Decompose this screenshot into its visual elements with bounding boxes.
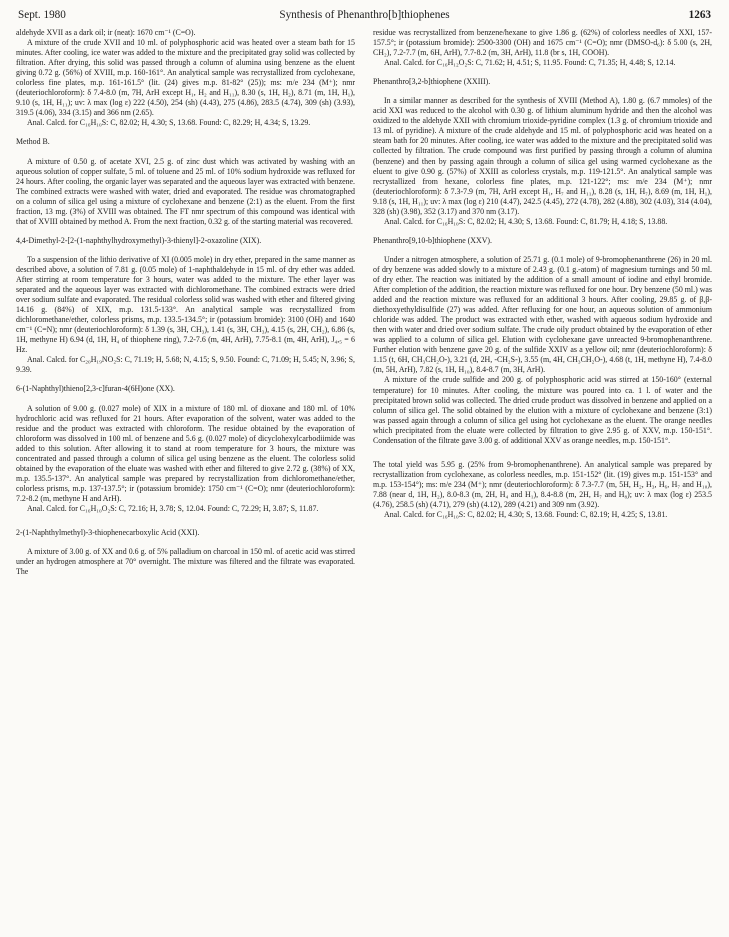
header-date: Sept. 1980 [18, 9, 66, 21]
paragraph: The total yield was 5.95 g. (25% from 9-bromophenanthrene). An analytical sample was prepared by recrystallization from cyclohexane, as colorless needles, m.p. 151-152° (lit. (19) gives m.p. 151-153° and m.p. 153-154°); ms: m/e 234 (M⁺); nmr (deuteriochloroform): δ 7.3-7.7 (m, 5H, H₂, H₃, H₆, H₇ and H₁₀), 7.88 (near d, 1H, H₂), 8.0-8.3 (m, 2H, H₄ and H₁), 8.4-8.8 (m, 2H, H₇ and H₈); uv: λ max (log ε) 253.5 (4.76), 258.5 (sh) (4.71), 279 (sh) (4.12), 289 (4.21) and 309 nm (3.92). [373, 459, 712, 509]
paragraph: aldehyde XVII as a dark oil; ir (neat): 1670 cm⁻¹ (C=O). [16, 28, 196, 37]
paragraph: A mixture of the crude sulfide and 200 g. of polyphosphoric acid was stirred at 150-160° (external temperature) for 10 minutes. After cooling, the mixture was poured into ca. 1 l. of water and the precipitated brown solid was collected. The dried crude product was dissolved in benzene and applied on a column of silica gel. The solid obtained by the elution with a mixture of cyclohexane and benzene (3:1) was passed again through a column of silica gel using hot cyclohexane as the eluent. The orange needles which precipitated from the eluate were collected by filtration to give 2.95 g. of XXV, m.p. 150-151°. Condensation of the filtrate gave 3.00 g. of additional XXV as orange needles, m.p. 150-151°. [373, 375, 712, 445]
paragraph: residue was recrystallized from benzene/hexane to give 1.86 g. (62%) of colorless needles of XXI, 157-157.5°; ir (potassium bromide): 2500-3300 (OH) and 1675 cm⁻¹ (C=O); nmr (DMSO-d₆): δ 5.00 (s, 2H, CH₂), 7.2-7.7 (m, 6H, ArH), 7.7-8.2 (m, 3H, ArH), 11.8 (br s, 1H, COOH). [373, 28, 712, 58]
analysis-line: Anal. Calcd. for C₁₆H₁₂O₂S: C, 71.62; H, 4.51; S, 11.95. Found: C, 71.35; H, 4.48; S, 12.14. [384, 58, 676, 68]
section-heading: Method B. [16, 137, 50, 147]
header-title: Synthesis of Phenanthro[b]thiophenes [279, 9, 450, 21]
section-heading: 2-(1-Naphthylmethyl)-3-thiophenecarboxylic Acid (XXI). [16, 528, 200, 538]
section-heading: Phenanthro[3,2-b]thiophene (XXIII). [373, 77, 491, 87]
paragraph: Under a nitrogen atmosphere, a solution of 25.71 g. (0.1 mole) of 9-bromophenanthrene (26) in 20 ml. of dry benzene was added slowly to a mixture of 2.43 g. (0.1 g.-atom) of magnesium turnings and 50 ml. of dry ether. The reaction was initiated by the addition of a small amount of iodine and ethyl bromide. After completion of the addition, the reaction mixture was refluxed for one hour. Dry benzene (50 ml.) was added and the reaction mixture was refluxed for an additional 3 hours. After cooling, 29.85 g. of β,β-diethoxyethyldisulfide (27) was added. After refluxing for one hour, an aqueous solution of ammonium chloride was added. The product was extracted with ether, washed with aqueous sodium hydroxide and then with water and dried over sodium sulfate. The crude oily product obtained by the evaporation of ether was applied to a column of silica gel. Elution with cyclohexane gave unreacted 9-bromophenanthrene. Further elution with benzene gave 20 g. of the sulfide XXIV as a yellow oil; nmr (deuteriochloroform): δ 1.15 (t, 6H, CH₃CH₂O-), 3.21 (d, 2H, -CH₂S-), 3.55 (m, 4H, CH₃CH₂O-), 4.68 (t, 1H, methyne H), 7.4-8.0 (m, 5H, ArH), 7.82 (s, 1H, H₁₀), 8.4-8.7 (m, 3H, ArH). [373, 254, 712, 375]
analysis-line: Anal. Calcd. for C₁₆H₁₀S: C, 82.02; H, 4.30; S, 13.68. Found: C, 81.79; H, 4.18; S, 13.88. [384, 216, 668, 226]
page-number: 1263 [688, 9, 711, 21]
analysis-line: Anal. Calcd. for C₁₆H₁₀S: C, 82.02; H, 4.30; S, 13.68. Found: C, 82.19; H, 4.25; S, 13.81. [384, 510, 668, 520]
section-heading: 4,4-Dimethyl-2-[2-(1-naphthylhydroxymethyl)-3-thienyl]-2-oxazoline (XIX). [16, 235, 262, 245]
paragraph: A solution of 9.00 g. (0.027 mole) of XIX in a mixture of 180 ml. of dioxane and 180 ml. of 10% hydrochloric acid was refluxed for 21 hours. After evaporation of the solvent, water was added to the residue and the product was extracted with chloroform. The residue obtained by the evaporation of chloroform was dissolved in 100 ml. of benzene and 5.6 g. (0.027 mole) of dicyclohexylcarbodiimide was added to this solution. After allowing it to stand at room temperature for 3 hours, the mixture was concentrated and passed through a column of silica gel using benzene as the eluent. The colorless solid obtained by the evaporation of the eluate was washed with ether and filtered to give 2.72 g. (38%) of XX, m.p. 135.5-137°. An analytical sample was prepared by recrystallization from dichloromethane/ether, colorless prisms, m.p. 137-137.5°; ir (potassium bromide): 1750 cm⁻¹ (C=O); nmr (deuteriochloroform): 7.2-8.2 (m, methyne H and ArH). [16, 403, 355, 503]
analysis-line: Anal. Calcd. for C₁₆H₁₀S: C, 82.02; H, 4.30; S, 13.68. Found: C, 82.29; H, 4.34; S, 13.29. [27, 118, 311, 128]
right-column [373, 28, 712, 933]
paragraph: A mixture of the crude XVII and 10 ml. of polyphosphoric acid was heated over a steam bath for 15 minutes. After cooling, ice water was added to the mixture and the precipitated gray solid was collected by filtration. After drying, this solid was passed through a column of alumina using benzene as the eluent giving 0.72 g. (56%) of XVIII, m.p. 160-161°. An analytical sample was recrystallized from cyclohexane, colorless fine plates, m.p. 161-161.5° (lit. (24) gives m.p. 81-82° (25)); ms: m/e 234 (M⁺); nmr (deuteriochloroform): δ 7.4-8.0 (m, 7H, ArH except H₁, H₂ and H₁₁), 8.30 (s, 1H, H₂), 8.71 (m, 1H, H₁), 9.10 (s, 1H, H₁₁); uv: λ max (log ε) 222 (4.50), 254 (sh) (4.43), 275 (4.86), 283.5 (4.74), 309 (sh) (3.93), 319.5 (4.06), 334 (3.15) and 366 nm (2.65). [16, 38, 355, 118]
paragraph: A mixture of 3.00 g. of XX and 0.6 g. of 5% palladium on charcoal in 150 ml. of acetic acid was stirred under an hydrogen atmosphere at 70° overnight. The mixture was filtered and the filtrate was evaporated. The [16, 547, 355, 577]
analysis-line: Anal. Calcd. for C₂₀H₁₉NO₂S: C, 71.19; H, 5.68; N, 4.15; S, 9.50. Found: C, 71.09; H, 5.45; N, 3.96; S, 9.39. [16, 355, 355, 375]
left-column [16, 28, 355, 933]
section-heading: 6-(1-Naphthyl)thieno[2,3-c]furan-4(6H)one (XX). [16, 384, 175, 394]
paragraph: In a similar manner as described for the synthesis of XVIII (Method A), 1.80 g. (6.7 mmoles) of the acid XXI was reduced to the alcohol with 0.30 g. of lithium aluminum hydride and then the alcohol was oxidized to the aldehyde XXII with chromium trioxide-pyridine complex (1.3 g. of chromium trioxide and 13 ml. of pyridine). A mixture of the crude aldehyde and 15 ml. of polyphosphoric acid was heated on a steam bath for 20 minutes. After cooling, ice water was added to the mixture and the precipitated solid was collected by filtration. The crude compound was first purified by passing through a column of alumina (benzene) and then by passing again through a column of silica gel using warmed cyclohexane as the eluent to give 0.90 g. (57%) of XXIII as colorless crystals, m.p. 119-121.5°. An analytical sample was recrystallized from hexane, colorless fine plates, m.p. 121-122°; ms: m/e 234 (M⁺); nmr (deuteriochloroform): δ 7.3-7.9 (m, 7H, ArH except H₁, H₇ and H₁₁), 8.28 (s, 1H, H₇), 8.69 (m, 1H, H₁), 9.18 (s, 1H, H₁₁); uv: λ max (log ε) 210 (4.47), 242.5 (4.45), 272 (4.78), 282 (4.88), 302 (4.03), 314 (4.04), 328 (sh) (3.98), 352 (3.17) and 370 nm (3.17). [373, 96, 712, 216]
paragraph: A mixture of 0.50 g. of acetate XVI, 2.5 g. of zinc dust which was activated by washing with an aqueous solution of copper sulfate, 5 ml. of toluene and 25 ml. of 10% sodium hydroxide was refluxed for 24 hours. After cooling, the organic layer was separated and the aqueous layer was extracted with benzene. The combined extracts were washed with water, dried and evaporated. The residue was chromatographed on a column of silica gel using a mixture of cyclohexane and benzene (2:1) as the eluent. From the first fraction, 13 mg. (3%) of XVIII was obtained. The FT nmr spectrum of this compound was identical with that of XVIII obtained by method A. From the next fraction, 0.32 g. of the starting material was recovered. [16, 156, 355, 226]
section-heading: Phenanthro[9,10-b]thiophene (XXV). [373, 235, 492, 245]
analysis-line: Anal. Calcd. for C₁₆H₁₀O₂S: C, 72.16; H, 3.78; S, 12.04. Found: C, 72.29; H, 3.87; S, 11.87. [27, 503, 319, 513]
running-header [18, 9, 711, 25]
paragraph: To a suspension of the lithio derivative of XI (0.005 mole) in dry ether, prepared in the same manner as described above, a solution of 7.81 g. (0.05 mole) of 1-naphthaldehyde in 15 ml. of dry ether was added. After stirring at room temperature for 3 hours, water was added to the mixture. The ether layer was separated and the aqueous layer was extracted with dichloromethane. The combined extracts were dried over sodium sulfate and evaporated. The residual colorless solid was washed with ether and filtered giving 14.16 g. (84%) of XIX, m.p. 131.5-133°. An analytical sample was recrystallized from dichloromethane/ether, colorless prisms, m.p. 133.5-134.5°; ir (potassium bromide): 3100 (OH) and 1640 cm⁻¹ (C=N); nmr (deuteriochloroform): δ 1.39 (s, 3H, CH₃), 1.41 (s, 3H, CH₃), 4.15 (s, 2H, CH₂), 6.86 (s, 1H, methyne H) 6.94 (d, 1H, H₄ of thiophene ring), 7.2-7.6 (m, 4H, ArH), 7.75-8.1 (m, 4H, ArH), J₄,₅ = 6 Hz. [16, 254, 355, 355]
